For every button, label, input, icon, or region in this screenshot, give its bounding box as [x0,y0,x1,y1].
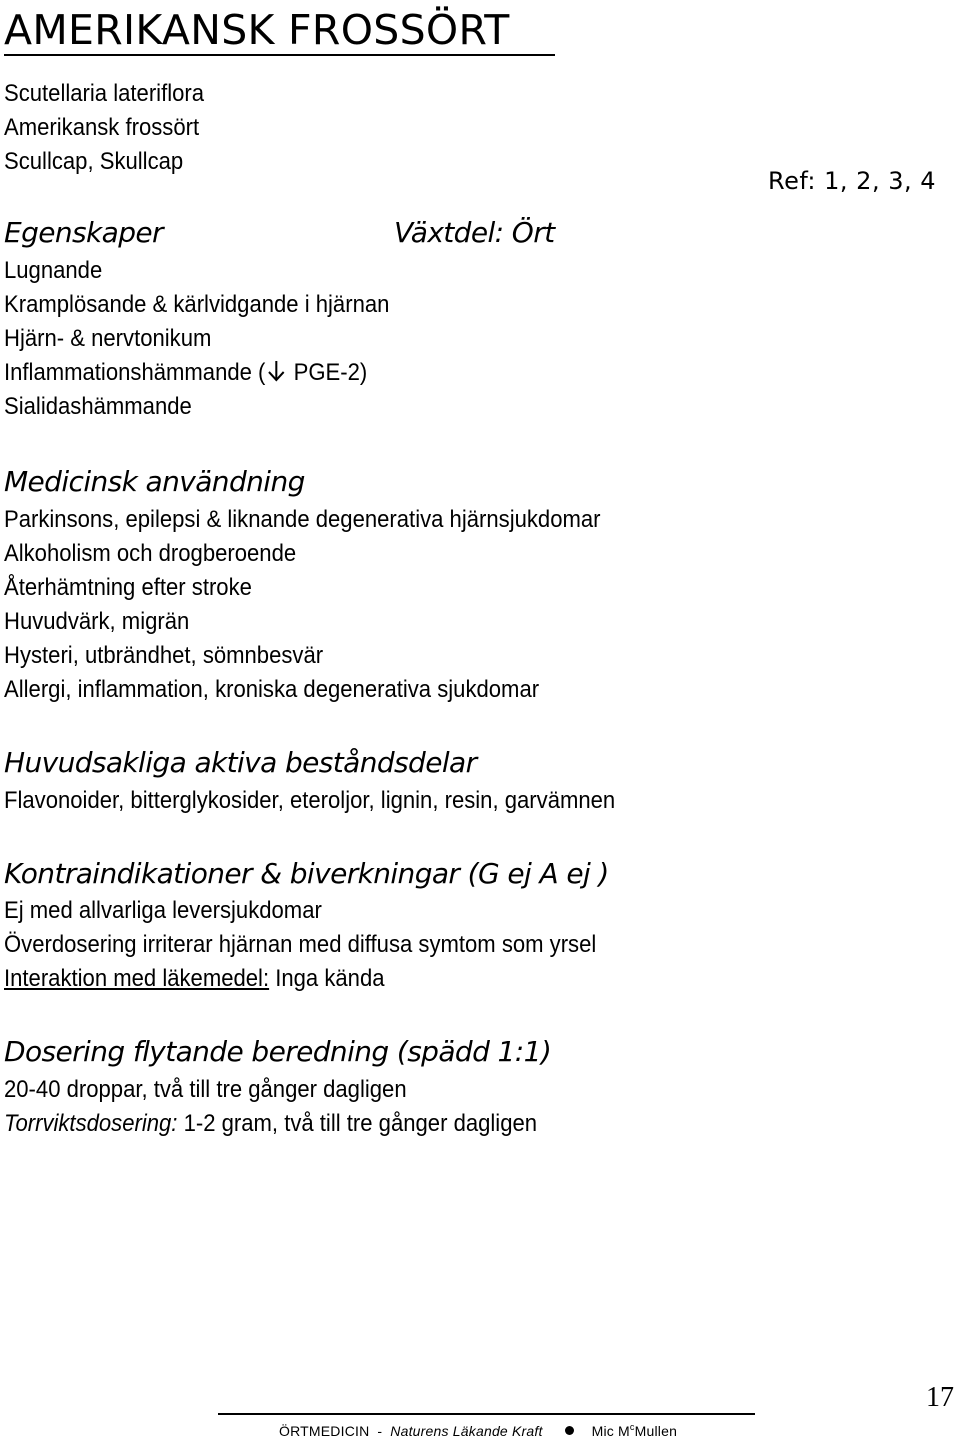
footer-author-prefix: Mic M [591,1423,630,1439]
footer-dash: - [377,1423,383,1439]
medical-use-item: Parkinsons, epilepsi & liknande degenerativa hjärnsjukdomar [4,506,601,533]
interaction-value: Inga kända [269,965,385,992]
properties-heading: Egenskaper [4,216,163,249]
dosage-heading: Dosering flytande beredning (spädd 1:1) [4,1035,552,1068]
dry-dosage-line [4,1107,537,1141]
inflammation-suffix: PGE-2) [287,359,368,386]
active-constituents-list [4,784,615,818]
english-name: Scullcap, Skullcap [4,148,184,175]
property-item: Hjärn- & nervtonikum [4,325,212,352]
dosage-list [4,1073,537,1141]
property-item-inflammation [4,356,389,390]
medical-use-item: Huvudvärk, migrän [4,608,190,635]
dosage-line: 20-40 droppar, två till tre gånger dagligen [4,1076,407,1103]
footer-author-sup: c [629,1422,635,1432]
active-constituents-text: Flavonoider, bitterglykosider, eteroljor, lignin, resin, garvämnen [4,787,616,814]
dry-dosage-label: Torrviktsdosering: [4,1110,178,1137]
title-underline [4,54,555,56]
contraindication-item: Överdosering irriterar hjärnan med diffusa symtom som yrsel [4,931,597,958]
document-title: AMERIKANSK FROSSÖRT [4,6,510,54]
plant-part-label: Växtdel: Ört [394,216,555,249]
footer-author-suffix: Mullen [634,1423,678,1439]
interaction-line [4,962,596,996]
down-arrow-icon [267,358,285,392]
active-constituents-heading: Huvudsakliga aktiva beståndsdelar [4,746,477,779]
plant-names [4,77,204,179]
properties-list [4,254,389,424]
latin-name: Scutellaria lateriflora [4,80,205,107]
medical-use-item: Hysteri, utbrändhet, sömnbesvär [4,642,324,669]
property-item: Kramplösande & kärlvidgande i hjärnan [4,291,390,318]
contraindications-heading: Kontraindikationer & biverkningar (G ej A ej ) [4,857,609,890]
medical-use-list [4,503,601,707]
footer-rule [218,1413,755,1415]
footer-tagline: Naturens Läkande Kraft [390,1423,543,1439]
interaction-label: Interaktion med läkemedel: [4,965,270,992]
medical-use-item: Allergi, inflammation, kroniska degenerativa sjukdomar [4,676,540,703]
bullet-dot-icon [565,1426,574,1435]
inflammation-prefix: Inflammationshämmande ( [4,359,266,386]
reference-list: Ref: 1, 2, 3, 4 [767,167,936,195]
property-item: Sialidashämmande [4,393,192,420]
medical-use-heading: Medicinsk användning [4,465,305,498]
contraindication-item: Ej med allvarliga leversjukdomar [4,897,322,924]
dry-dosage-value: 1-2 gram, två till tre gånger dagligen [177,1110,538,1137]
property-item: Lugnande [4,257,103,284]
footer-book-title: ÖRTMEDICIN [279,1423,370,1439]
page-number: 17 [926,1382,954,1413]
contraindications-list [4,894,596,996]
medical-use-item: Återhämtning efter stroke [4,574,252,601]
medical-use-item: Alkoholism och drogberoende [4,540,297,567]
swedish-name: Amerikansk frossört [4,114,200,141]
